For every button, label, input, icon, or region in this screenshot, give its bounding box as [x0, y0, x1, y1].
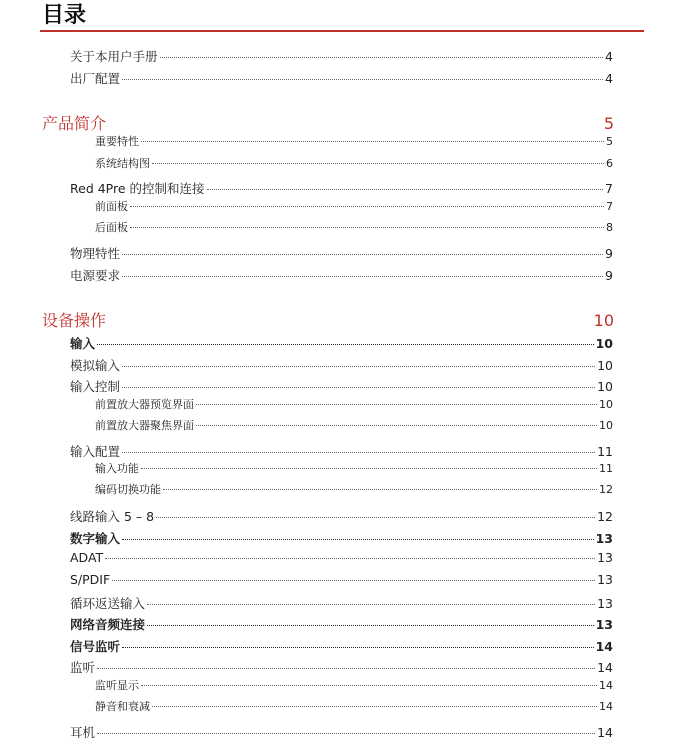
section-title: 产品简介 — [42, 114, 107, 133]
leader-dots — [130, 206, 604, 207]
toc-entry[interactable] — [70, 244, 613, 262]
toc-page: 14 — [599, 700, 613, 713]
toc-entry[interactable] — [70, 594, 613, 612]
toc-entry[interactable] — [95, 698, 613, 716]
toc-page: 10 — [599, 398, 613, 411]
leader-dots — [147, 604, 595, 605]
toc-label: 信号监听 — [70, 639, 121, 654]
leader-dots — [122, 647, 594, 648]
toc-page: 9 — [605, 268, 613, 283]
toc-label: 重要特性 — [95, 135, 139, 148]
toc-entry[interactable] — [70, 179, 613, 197]
toc-label: Red 4Pre 的控制和连接 — [70, 181, 205, 196]
toc-entry[interactable] — [95, 460, 613, 478]
toc-entry[interactable] — [70, 507, 613, 525]
toc-entry[interactable] — [95, 155, 613, 173]
leader-dots — [112, 580, 595, 581]
toc-label: 系统结构图 — [95, 157, 150, 170]
toc-entry[interactable] — [70, 47, 613, 65]
page-title: 目录 — [42, 3, 87, 28]
toc-entry[interactable] — [95, 198, 613, 216]
leader-dots — [97, 668, 595, 669]
toc-entry[interactable] — [70, 334, 613, 352]
toc-label: 编码切换功能 — [95, 483, 161, 496]
toc-label: 监听 — [70, 660, 96, 675]
toc-page: 10 — [595, 336, 613, 351]
toc-entry[interactable] — [70, 637, 613, 655]
toc-entry[interactable] — [95, 133, 613, 151]
toc-label: 静音和衰减 — [95, 700, 150, 713]
leader-dots — [141, 468, 597, 469]
leader-dots — [163, 489, 597, 490]
toc-entry[interactable] — [95, 396, 613, 414]
toc-label: ADAT — [70, 550, 104, 565]
toc-page: 11 — [597, 444, 613, 459]
toc-label: 线路输入 5 – 8 — [70, 509, 155, 524]
toc-page: 6 — [606, 157, 613, 170]
toc-label: 网络音频连接 — [70, 617, 146, 632]
toc-entry[interactable] — [70, 377, 613, 395]
leader-dots — [196, 404, 597, 405]
leader-dots — [122, 79, 603, 80]
toc-label: 前面板 — [95, 200, 128, 213]
leader-dots — [141, 141, 604, 142]
toc-label: 模拟输入 — [70, 358, 121, 373]
toc-label: 前置放大器聚焦界面 — [95, 419, 194, 432]
leader-dots — [97, 344, 594, 345]
toc-page: 10 — [597, 379, 613, 394]
toc-page: 14 — [599, 679, 613, 692]
toc-entry[interactable] — [70, 69, 613, 87]
toc-page: 14 — [595, 639, 613, 654]
toc-page: 10 — [599, 419, 613, 432]
toc-page: 13 — [597, 550, 613, 565]
leader-dots — [147, 625, 594, 626]
toc-page: 14 — [597, 660, 613, 675]
toc-entry[interactable] — [95, 481, 613, 499]
toc-label: 循环返送输入 — [70, 596, 146, 611]
leader-dots — [122, 539, 594, 540]
toc-entry[interactable] — [70, 723, 613, 741]
leader-dots — [105, 558, 595, 559]
toc-label: 输入 — [70, 336, 96, 351]
toc-entry[interactable] — [70, 529, 613, 547]
toc-entry[interactable] — [95, 219, 613, 237]
toc-label: 物理特性 — [70, 246, 121, 261]
toc-page: 4 — [605, 49, 613, 64]
toc-page: 12 — [599, 483, 613, 496]
toc-page: 13 — [595, 531, 613, 546]
toc-entry[interactable] — [70, 266, 613, 284]
toc-page: 14 — [597, 725, 613, 740]
toc-entry[interactable] — [70, 442, 613, 460]
toc-label: 输入控制 — [70, 379, 121, 394]
section-page: 10 — [593, 311, 614, 330]
leader-dots — [97, 733, 595, 734]
leader-dots — [122, 387, 595, 388]
section-heading-product-intro[interactable] — [42, 110, 614, 134]
toc-label: 电源要求 — [70, 268, 121, 283]
toc-page: 13 — [597, 572, 613, 587]
toc-page: 13 — [595, 617, 613, 632]
toc-entry[interactable] — [70, 615, 613, 633]
toc-entry[interactable] — [70, 658, 613, 676]
toc-label: 耳机 — [70, 725, 96, 740]
toc-entry[interactable] — [95, 417, 613, 435]
leader-dots — [122, 452, 595, 453]
leader-dots — [152, 163, 604, 164]
leader-dots — [160, 57, 604, 58]
section-page: 5 — [603, 114, 614, 133]
leader-dots — [196, 425, 597, 426]
toc-label: 数字输入 — [70, 531, 121, 546]
toc-label: 出厂配置 — [70, 71, 121, 86]
toc-entry[interactable] — [70, 572, 613, 590]
leader-dots — [152, 706, 597, 707]
toc-page: 10 — [597, 358, 613, 373]
toc-page: 7 — [606, 200, 613, 213]
leader-dots — [130, 227, 604, 228]
section-title: 设备操作 — [42, 311, 107, 330]
toc-page: 12 — [597, 509, 613, 524]
toc-entry[interactable] — [70, 550, 613, 568]
leader-dots — [156, 517, 595, 518]
toc-label: 后面板 — [95, 221, 128, 234]
section-heading-device-operation[interactable] — [42, 307, 614, 331]
leader-dots — [122, 276, 603, 277]
toc-page: 13 — [597, 596, 613, 611]
leader-dots — [141, 685, 597, 686]
toc-page: 7 — [605, 181, 613, 196]
toc-page: 8 — [606, 221, 613, 234]
leader-dots — [207, 189, 604, 190]
toc-label: 关于本用户手册 — [70, 49, 158, 64]
toc-label: S/PDIF — [70, 572, 111, 587]
toc-label: 监听显示 — [95, 679, 139, 692]
toc-entry[interactable] — [70, 356, 613, 374]
toc-page: 4 — [605, 71, 613, 86]
leader-dots — [122, 366, 595, 367]
leader-dots — [122, 254, 603, 255]
toc-page: 5 — [606, 135, 613, 148]
toc-label: 输入功能 — [95, 462, 139, 475]
toc-page: 9 — [605, 246, 613, 261]
toc-label: 输入配置 — [70, 444, 121, 459]
toc-page: 11 — [599, 462, 613, 475]
title-divider — [40, 30, 644, 32]
toc-entry[interactable] — [95, 677, 613, 695]
toc-label: 前置放大器预览界面 — [95, 398, 194, 411]
